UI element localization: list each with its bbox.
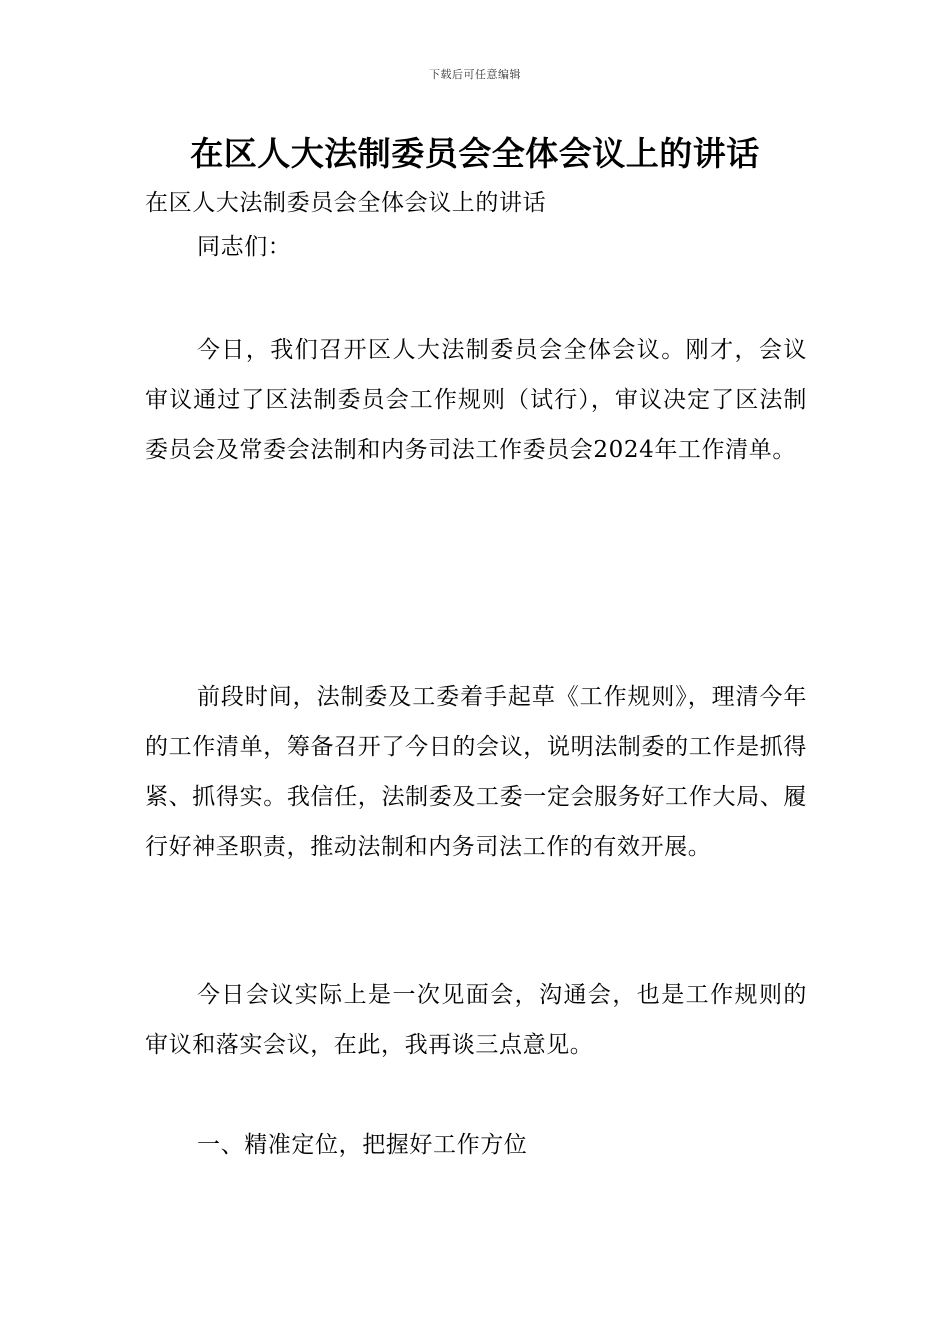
section-heading: 一、精准定位，把握好工作方位: [197, 1132, 528, 1158]
paragraph: 今日，我们召开区人大法制委员会全体会议。刚才，会议审议通过了区法制委员会工作规则（试行），审议决定了区法制委员会及常委会法制和内务司法工作委员会2024年工作清单。: [145, 337, 807, 463]
salutation: 同志们：: [197, 234, 292, 260]
paragraph: 今日会议实际上是一次见面会，沟通会，也是工作规则的审议和落实会议，在此，我再谈三点意见。: [145, 982, 807, 1058]
paragraph: 前段时间，法制委及工委着手起草《工作规则》，理清今年的工作清单，筹备召开了今日的会议，说明法制委的工作是抓得紧、抓得实。我信任，法制委及工委一定会服务好工作大局、履行好神圣职责，推动法制和内务司法工作的有效开展。: [145, 684, 807, 860]
header-note: 下载后可任意编辑: [429, 68, 521, 81]
subtitle: 在区人大法制委员会全体会议上的讲话: [145, 190, 547, 216]
page-title: 在区人大法制委员会全体会议上的讲话: [190, 134, 760, 173]
